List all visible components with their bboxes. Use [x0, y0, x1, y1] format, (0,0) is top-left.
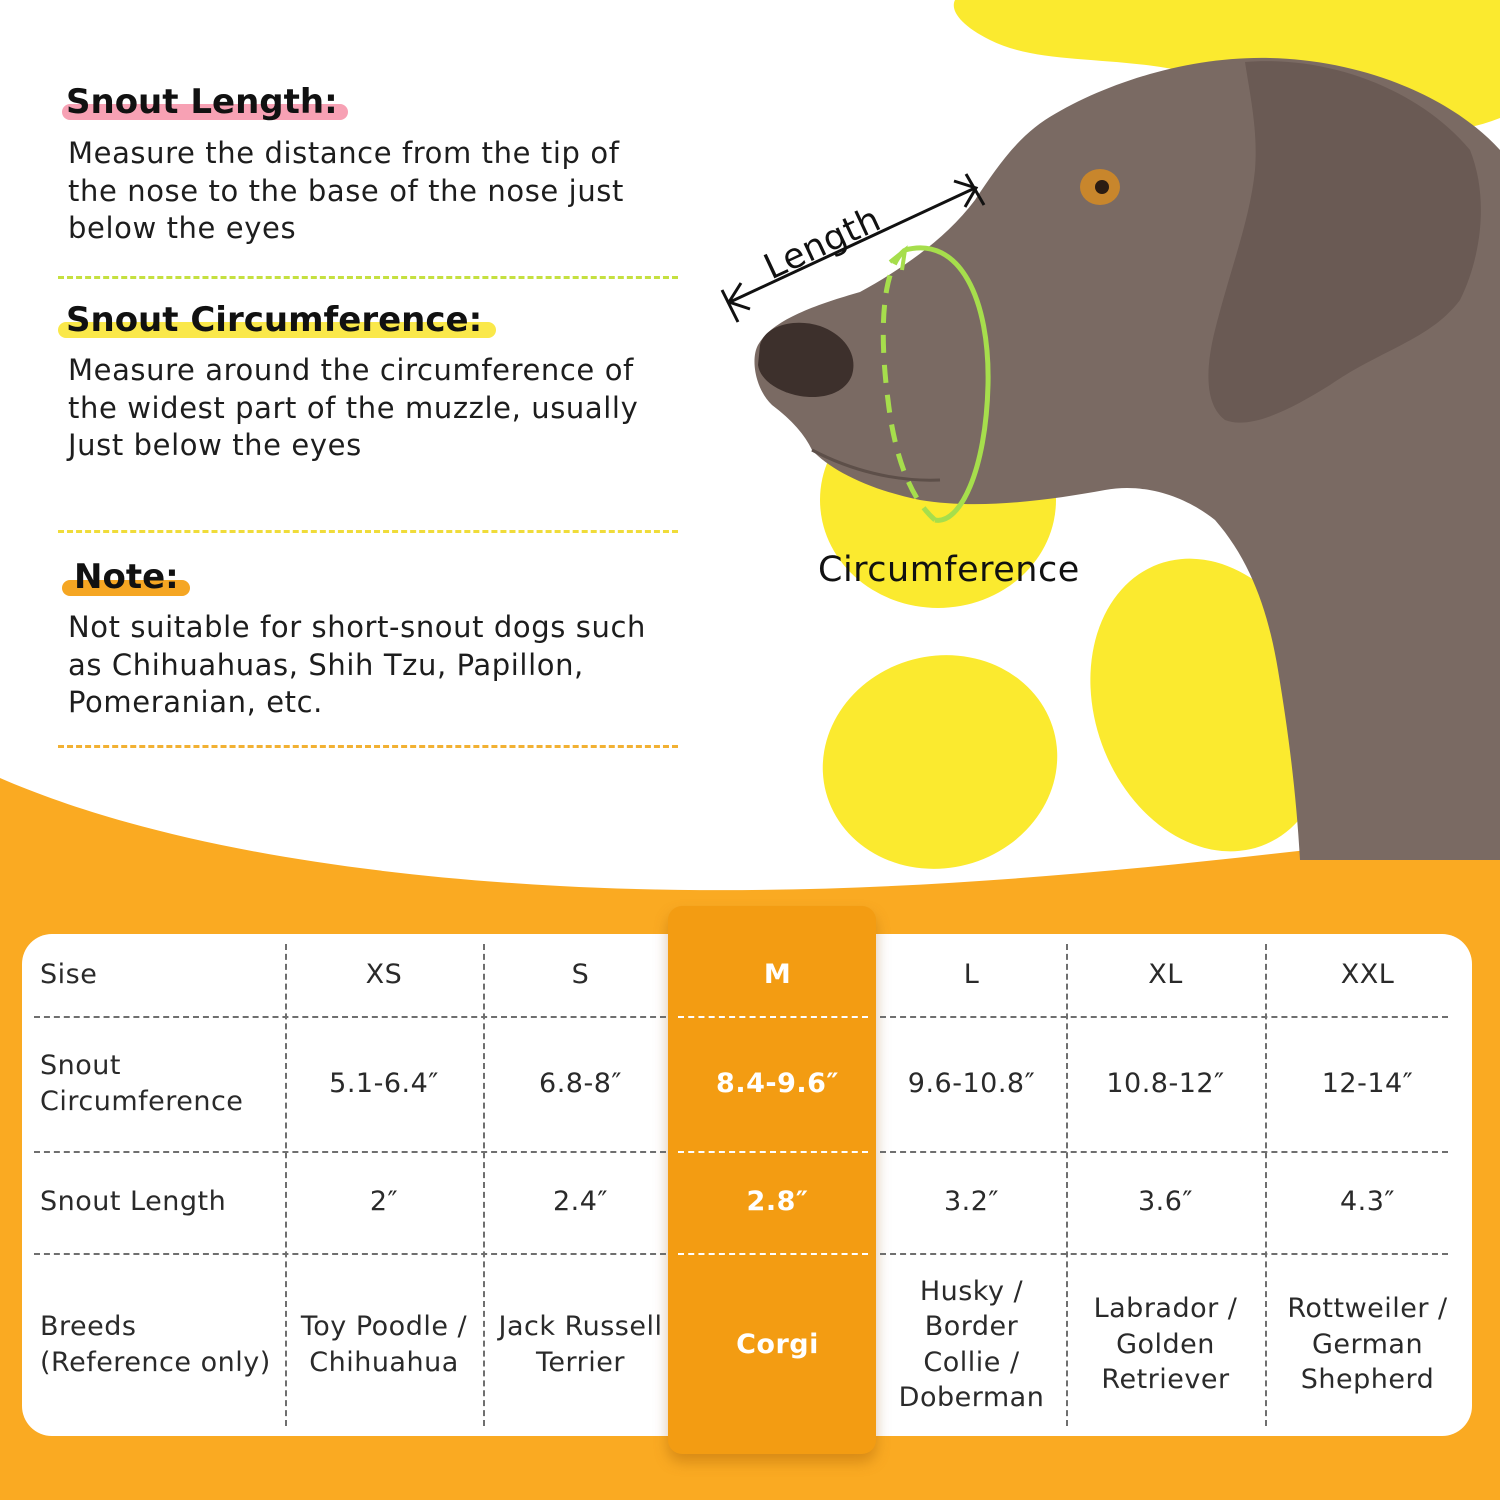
size-xl-circumference-cell: 10.8-12″	[1106, 1067, 1225, 1099]
size-s-breeds-cell: Jack Russell Terrier	[498, 1311, 663, 1378]
size-m-circumference-cell: 8.4-9.6″	[716, 1067, 839, 1099]
paw-pad-bottom-left	[799, 629, 1082, 895]
divider	[58, 745, 678, 748]
size-xs-circumference-cell: 5.1-6.4″	[329, 1067, 439, 1099]
breeds-row-label: Breeds (Reference only)	[40, 1311, 271, 1378]
snout-length-description: Measure the distance from the tip of the nose to the base of the nose just below the eyes	[68, 136, 624, 245]
divider	[58, 530, 678, 533]
size-xl-size-cell: XL	[1148, 959, 1183, 991]
length-label: Length	[758, 199, 888, 288]
size-xxl-breeds-cell: Rottweiler / German Shepherd	[1287, 1293, 1448, 1396]
table-row-divider	[880, 1016, 1448, 1018]
length-row-label: Snout Length	[40, 1186, 227, 1218]
size-xxl-length-cell: 4.3″	[1339, 1186, 1396, 1218]
size-xxl-circumference-cell: 12-14″	[1321, 1067, 1414, 1099]
table-row-divider	[880, 1151, 1448, 1153]
table-row-divider	[34, 1016, 666, 1018]
size-m-size-cell: M	[763, 959, 792, 991]
size-l-size-cell: L	[963, 959, 980, 991]
snout-circumference-title: Snout Circumference:	[66, 300, 483, 340]
table-row-divider	[678, 1253, 868, 1255]
size-s-size-cell: S	[571, 959, 590, 991]
size-s-circumference-cell: 6.8-8″	[539, 1067, 622, 1099]
size-xl-breeds-cell: Labrador / Golden Retriever	[1093, 1293, 1238, 1396]
size-xs-size-cell: XS	[365, 959, 403, 991]
size-l-length-cell: 3.2″	[943, 1186, 1000, 1218]
size-xs-breeds-cell: Toy Poodle / Chihuahua	[300, 1311, 468, 1378]
table-row-divider	[678, 1151, 868, 1153]
circumference-row-label: Snout Circumference	[40, 1050, 244, 1117]
note-title: Note:	[74, 557, 179, 597]
size-l-circumference-cell: 9.6-10.8″	[907, 1067, 1036, 1099]
snout-circumference-description: Measure around the circumference of the widest part of the muzzle, usually Just below the eyes	[68, 353, 639, 462]
size-m-breeds-cell: Corgi	[736, 1328, 819, 1360]
size-row-label: Sise	[40, 959, 98, 991]
note-description: Not suitable for short-snout dogs such as Chihuahuas, Shih Tzu, Papillon, Pomeranian, etc.	[68, 610, 647, 719]
size-xl-length-cell: 3.6″	[1137, 1186, 1194, 1218]
size-m-length-cell: 2.8″	[746, 1186, 809, 1218]
size-xxl-size-cell: XXL	[1340, 959, 1395, 991]
snout-length-title: Snout Length:	[66, 82, 338, 122]
table-row-divider	[678, 1016, 868, 1018]
size-s-length-cell: 2.4″	[552, 1186, 609, 1218]
table-row-divider	[34, 1151, 666, 1153]
table-row-divider	[880, 1253, 1448, 1255]
circumference-label: Circumference	[818, 550, 1080, 590]
size-l-breeds-cell: Husky / Border Collie / Doberman	[898, 1275, 1045, 1413]
table-row-divider	[34, 1253, 666, 1255]
size-xs-length-cell: 2″	[369, 1186, 399, 1218]
divider	[58, 276, 678, 279]
